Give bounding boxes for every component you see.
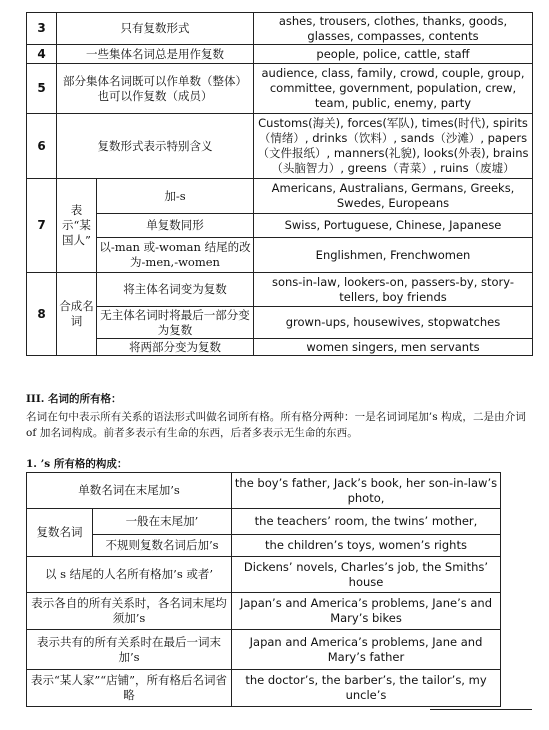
examples-cell: audience, class, family, crowd, couple, group, committee, government, population, crew, team, public, enemy, party [254,64,533,114]
table-row [27,593,501,630]
table-row [27,214,533,238]
subsection-heading: 1. ’s 所有格的构成： [26,458,128,470]
row-number: 6 [27,114,57,179]
rule-cell: 部分集体名词既可以作单数（整体）也可以作复数（成员） [57,64,254,114]
examples-cell: Japan’s and America’s problems, Jane’s and Mary’s bikes [232,593,501,630]
examples-cell: Dickens’ novels, Charles’s job, the Smiths’ house [232,557,501,593]
rule-cell: 一些集体名词总是用作复数 [57,45,254,64]
section-paragraph: 名词在句中表示所有关系的语法形式叫做名词所有格。所有格分两种：一是名词词尾加’s 构成，二是由介词 of 加名词构成。前者多表示有生命的东西，后者多表示无生命的东西。 [26,411,526,439]
examples-cell: the teachers’ room, the twins’ mother, [232,509,501,535]
table-row [27,670,501,707]
row-number: 5 [27,64,57,114]
examples-cell: Englishmen, Frenchwomen [254,238,533,273]
row-number: 3 [27,13,57,45]
examples-cell: the doctor’s, the barber’s, the tailor’s, my uncle’s [232,670,501,707]
table-row [27,509,501,535]
examples-cell: people, police, cattle, staff [254,45,533,64]
rule-cell: 单数名词在末尾加’s [27,473,232,509]
rule-cell: 表示共有的所有关系时在最后一词末加’s [27,630,232,670]
rule-cell: 不规则复数名词后加’s [93,535,232,557]
row-number: 8 [27,273,57,356]
examples-cell: Swiss, Portuguese, Chinese, Japanese [254,214,533,238]
rule-cell: 单复数同形 [97,214,254,238]
rule-cell: 加-s [97,179,254,214]
table-row [27,45,533,64]
examples-cell: ashes, trousers, clothes, thanks, goods, glasses, compasses, contents [254,13,533,45]
possessive-table [26,472,501,707]
table-row [27,64,533,114]
table-row [27,273,533,307]
row-number: 7 [27,179,57,273]
rule-cell: 表示“某人家”“店铺”，所有格后名词省略 [27,670,232,707]
rule-cell: 以 s 结尾的人名所有格加’s 或者’ [27,557,232,593]
group-cell: 合成名词 [57,273,97,356]
examples-cell: Americans, Australians, Germans, Greeks, Swedes, Europeans [254,179,533,214]
examples-cell: grown-ups, housewives, stopwatches [254,307,533,339]
table-row [27,238,533,273]
table-row [27,473,501,509]
section-heading: III. 名词的所有格： [26,393,122,405]
group-cell: 表示“某国人” [57,179,97,273]
table-row [27,307,533,339]
rule-cell: 无主体名词时将最后一部分变为复数 [97,307,254,339]
examples-cell: the children’s toys, women’s rights [232,535,501,557]
table-row [27,13,533,45]
table-row [27,339,533,356]
divider [430,709,532,710]
rule-cell: 一般在末尾加’ [93,509,232,535]
rule-cell: 表示各自的所有关系时，各名词末尾均须加’s [27,593,232,630]
rule-cell: 将两部分变为复数 [97,339,254,356]
noun-plural-table [26,12,533,356]
table-row [27,535,501,557]
examples-cell: the boy’s father, Jack’s book, her son-in-law’s photo, [232,473,501,509]
table-row [27,114,533,179]
examples-cell: women singers, men servants [254,339,533,356]
examples-cell: sons-in-law, lookers-on, passers-by, story-tellers, boy friends [254,273,533,307]
examples-cell: Japan and America’s problems, Jane and Mary’s father [232,630,501,670]
table-row [27,630,501,670]
rule-cell: 复数形式表示特别含义 [57,114,254,179]
table-row [27,179,533,214]
group-cell: 复数名词 [27,509,93,557]
row-number: 4 [27,45,57,64]
examples-cell: Customs(海关), forces(军队), times(时代), spirits（情绪）, drinks（饮料）, sands（沙滩）, papers（文件报纸）, manners(礼貌), looks(外表), brains（头脑智力）, greens（青菜）, ruins（废墟） [254,114,533,179]
table-row [27,557,501,593]
rule-cell: 将主体名词变为复数 [97,273,254,307]
rule-cell: 以-man 或-woman 结尾的改为-men,-women [97,238,254,273]
rule-cell: 只有复数形式 [57,13,254,45]
